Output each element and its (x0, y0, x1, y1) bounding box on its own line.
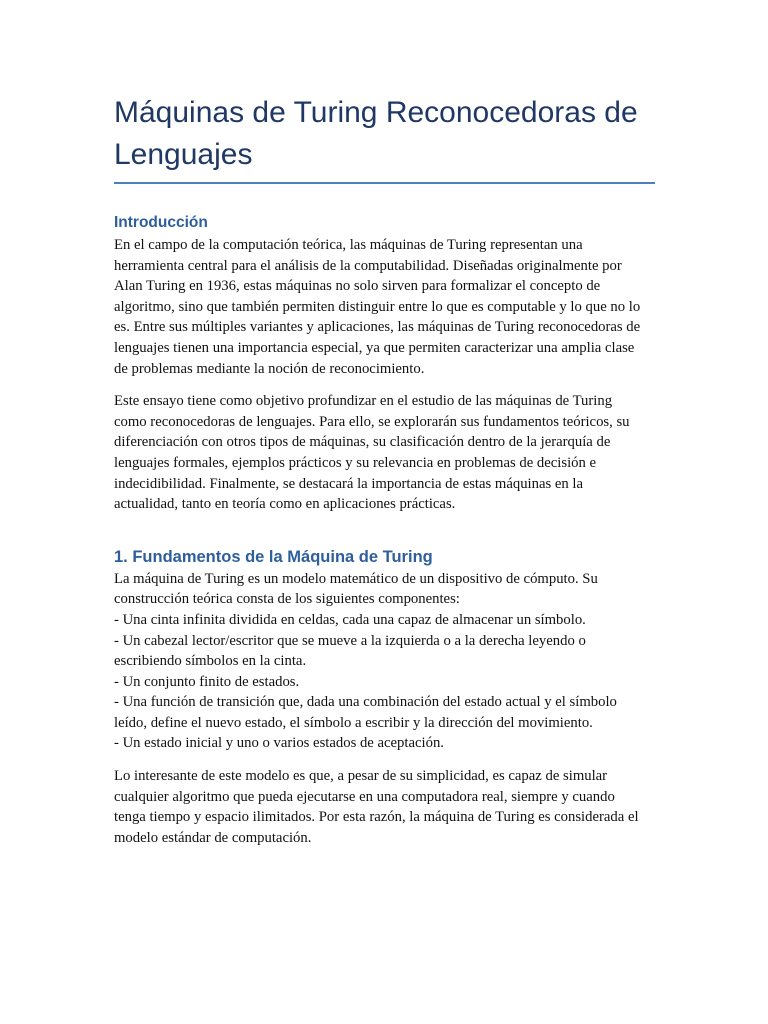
paragraph-fundamentos-2 (114, 766, 655, 848)
text-line: Lo interesante de este modelo es que, a pesar de su simplicidad, es capaz de simular (114, 768, 608, 785)
text-line: tenga tiempo y espacio ilimitados. Por esta razón, la máquina de Turing es considerada el (114, 809, 639, 826)
text-line: de problemas mediante la noción de reconocimiento. (114, 360, 425, 377)
text-line: indecidibilidad. Finalmente, se destacará la importancia de estas máquinas en la (114, 475, 584, 492)
text-line: herramienta central para el análisis de la computabilidad. Diseñadas originalmente por (114, 257, 622, 274)
paragraph-intro-1 (114, 235, 655, 379)
text-line: actualidad, tanto en teoría como en aplicaciones prácticas. (114, 496, 456, 513)
paragraph-intro-2 (114, 391, 655, 515)
list-item: - Una función de transición que, dada una combinación del estado actual y el símbolo (114, 694, 617, 711)
text-line: En el campo de la computación teórica, las máquinas de Turing representan una (114, 237, 583, 253)
text-line: lenguajes formales, ejemplos prácticos y su relevancia en problemas de decisión e (114, 454, 597, 471)
text-line: Este ensayo tiene como objetivo profundizar en el estudio de las máquinas de Turing (114, 393, 613, 410)
text-line: escribiendo símbolos en la cinta. (114, 653, 307, 670)
text-line: como reconocedoras de lenguajes. Para ello, se explorarán sus fundamentos teóricos, su (114, 413, 630, 430)
document-title-line: Lenguajes (114, 138, 253, 171)
text-line: leído, define el nuevo estado, el símbolo a escribir y la dirección del movimiento. (114, 714, 593, 731)
text-line: diferenciación con otros tipos de máquinas, su clasificación dentro de la jerarquía de (114, 434, 611, 451)
text-line: Alan Turing en 1936, estas máquinas no solo sirven para formalizar el concepto de (114, 278, 601, 295)
text-line: construcción teórica consta de los siguientes componentes: (114, 591, 460, 608)
section-introduccion (114, 211, 655, 515)
document-title-line: Máquinas de Turing Reconocedoras de (114, 96, 638, 129)
list-item: - Un cabezal lector/escritor que se mueve a la izquierda o a la derecha leyendo o (114, 632, 586, 649)
paragraph-fundamentos-1 (114, 569, 655, 754)
section-heading-introduccion: Introducción (114, 214, 208, 231)
text-line: modelo estándar de computación. (114, 829, 312, 846)
title-underline-divider (114, 182, 655, 184)
document-title (114, 92, 655, 182)
text-line: cualquier algoritmo que pueda ejecutarse en una computadora real, siempre y cuando (114, 788, 615, 805)
list-item: - Un conjunto finito de estados. (114, 673, 300, 690)
text-line: lenguajes tienen una importancia especial, ya que permiten caracterizar una amplia clase (114, 339, 635, 356)
document-page (114, 92, 655, 848)
section-fundamentos (114, 545, 655, 849)
section-heading-fundamentos: 1. Fundamentos de la Máquina de Turing (114, 547, 433, 566)
text-line: algoritmo, sino que también permiten distinguir entre lo que es computable y lo que no lo (114, 298, 641, 315)
text-line: La máquina de Turing es un modelo matemático de un dispositivo de cómputo. Su (114, 570, 598, 587)
list-item: - Un estado inicial y uno o varios estados de aceptación. (114, 735, 444, 752)
text-line: es. Entre sus múltiples variantes y aplicaciones, las máquinas de Turing reconocedoras de (114, 319, 641, 336)
list-item: - Una cinta infinita dividida en celdas, cada una capaz de almacenar un símbolo. (114, 611, 586, 628)
